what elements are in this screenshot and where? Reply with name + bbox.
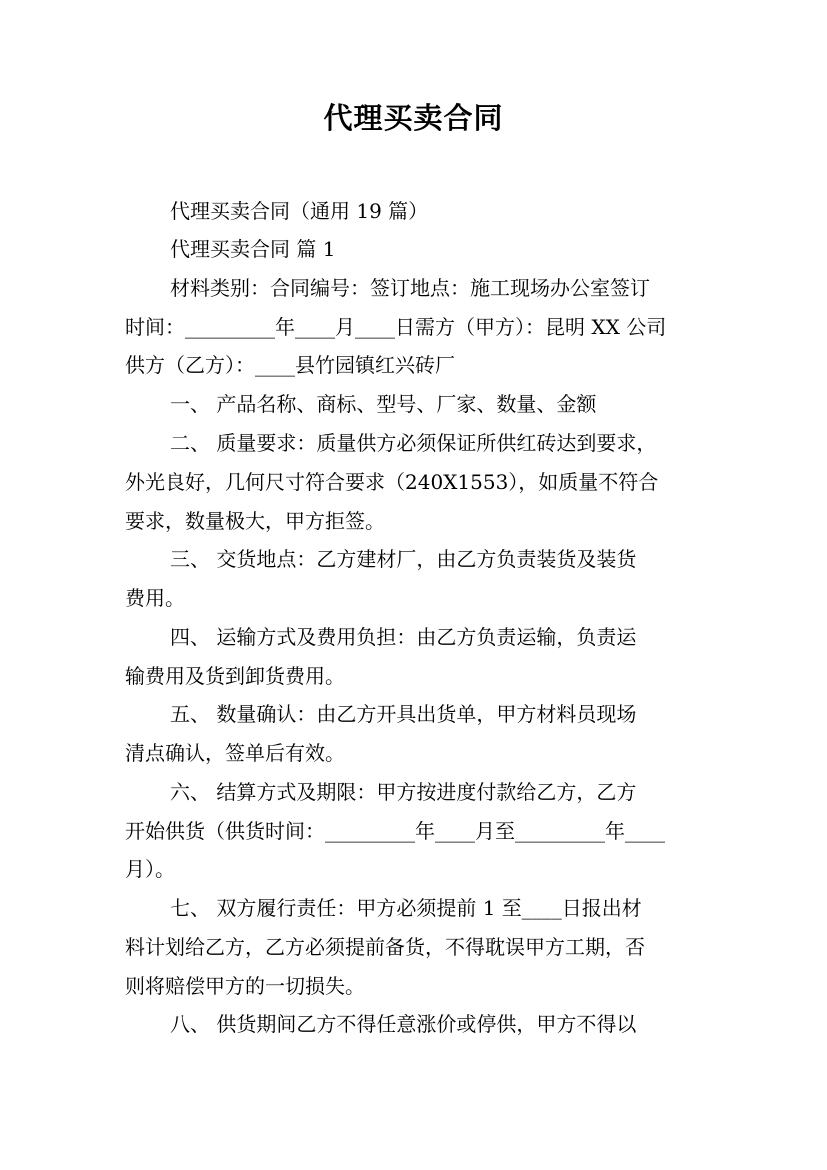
- document-title: 代理买卖合同: [323, 101, 504, 135]
- section-heading: 代理买卖合同 篇 1: [170, 237, 336, 261]
- paragraph-line: 要求，数量极大，甲方拒签。: [125, 509, 385, 533]
- paragraph-line: 费用。: [125, 586, 185, 610]
- paragraph-line: 清点确认，签单后有效。: [125, 741, 345, 765]
- paragraph-line: 则将赔偿甲方的一切损失。: [125, 974, 365, 998]
- clause-line: 四、 运输方式及费用负担：由乙方负责运输，负责运: [170, 625, 637, 649]
- paragraph-line: 外光良好，几何尺寸符合要求（240X1553），如质量不符合: [125, 470, 659, 494]
- subtitle-line: 代理买卖合同（通用 19 篇）: [170, 199, 429, 223]
- paragraph-line: 材料类别：合同编号：签订地点：施工现场办公室签订: [170, 276, 650, 300]
- clause-line: 二、 质量要求：质量供方必须保证所供红砖达到要求，: [170, 431, 657, 455]
- clause-line: 八、 供货期间乙方不得任意涨价或停供，甲方不得以: [170, 1012, 637, 1036]
- paragraph-line: 料计划给乙方，乙方必须提前备货，不得耽误甲方工期，否: [125, 935, 645, 959]
- paragraph-line: 供方（乙方）：____县竹园镇红兴砖厂: [125, 353, 455, 377]
- clause-line: 一、 产品名称、商标、型号、厂家、数量、金额: [170, 392, 597, 416]
- paragraph-line: 开始供货（供货时间：_________年____月至_________年____: [125, 819, 665, 843]
- clause-line: 五、 数量确认：由乙方开具出货单，甲方材料员现场: [170, 702, 637, 726]
- paragraph-line: 时间：_________年____月____日需方（甲方）：昆明 XX 公司: [125, 315, 667, 339]
- clause-line: 七、 双方履行责任：甲方必须提前 1 至____日报出材: [170, 896, 642, 920]
- paragraph-line: 输费用及货到卸货费用。: [125, 664, 345, 688]
- paragraph-line: 月）。: [125, 857, 175, 881]
- clause-line: 六、 结算方式及期限：甲方按进度付款给乙方，乙方: [170, 780, 637, 804]
- clause-line: 三、 交货地点：乙方建材厂，由乙方负责装货及装货: [170, 547, 637, 571]
